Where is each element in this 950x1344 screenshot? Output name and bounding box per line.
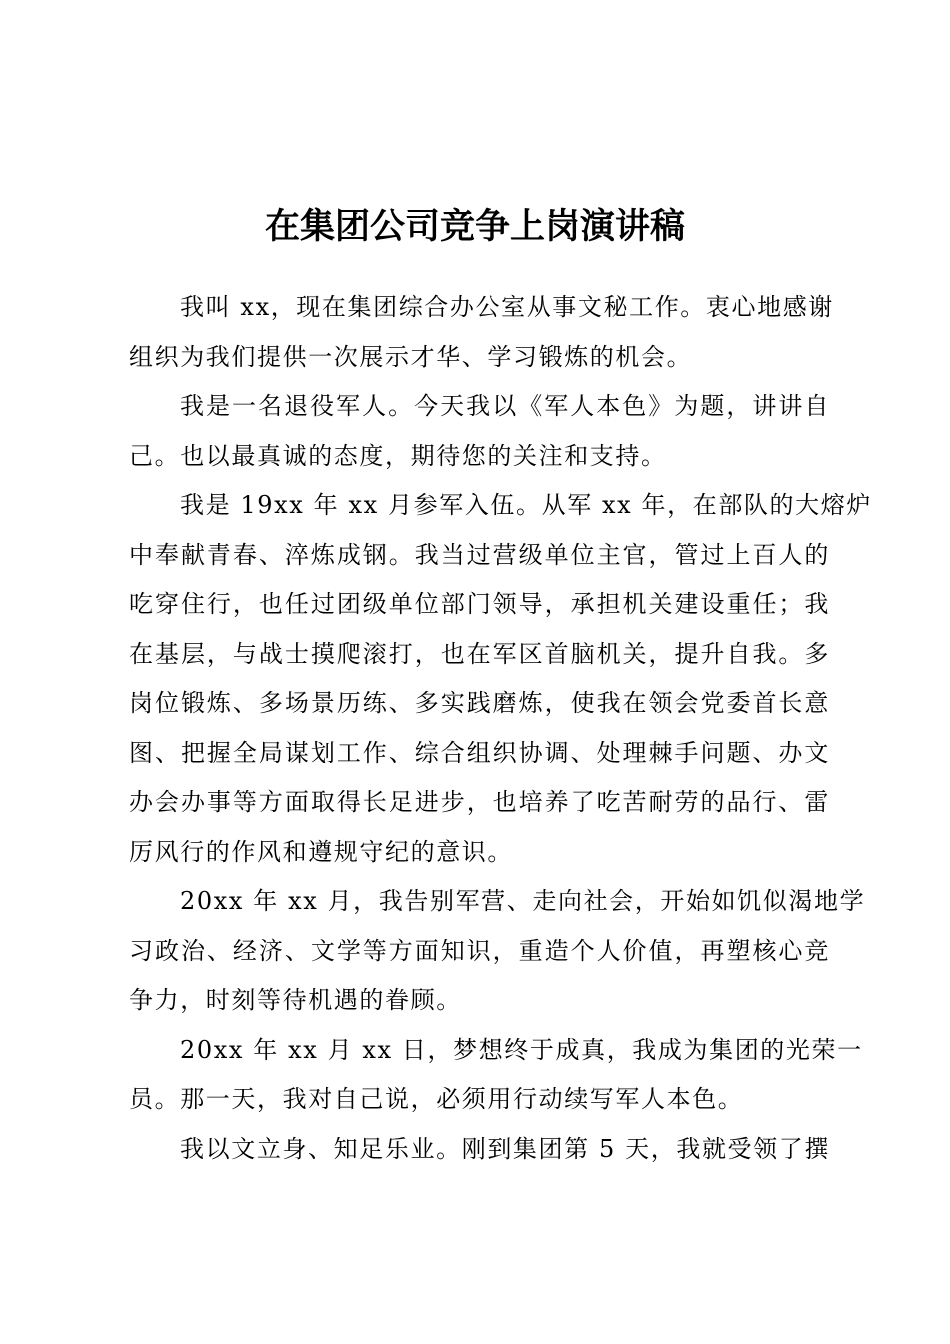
text-line: 组织为我们提供一次展示才华、学习锻炼的机会。 bbox=[129, 342, 693, 371]
text-line: 我是一名退役军人。今天我以《军人本色》为题，讲讲自 bbox=[180, 392, 830, 420]
paragraph bbox=[129, 1125, 830, 1175]
paragraph bbox=[129, 283, 834, 382]
text-line: 己。也以最真诚的态度，期待您的关注和支持。 bbox=[129, 441, 667, 470]
text-line: 岗位锻炼、多场景历练、多实践磨炼，使我在领会党委首长意 bbox=[129, 689, 830, 717]
text-line: 图、把握全局谋划工作、综合组织协调、处理棘手问题、办文 bbox=[129, 738, 830, 767]
text-line: 中奉献青春、淬炼成钢。我当过营级单位主官，管过上百人的 bbox=[129, 540, 830, 569]
paragraph bbox=[129, 481, 872, 877]
text-line: 吃穿住行，也任过团级单位部门领导，承担机关建设重任；我 bbox=[129, 590, 830, 618]
paragraph bbox=[129, 877, 866, 1026]
paragraph bbox=[129, 1026, 863, 1125]
text-line: 我以文立身、知足乐业。刚到集团第 5 天，我就受领了撰 bbox=[180, 1134, 830, 1163]
text-line: 我叫 xx，现在集团综合办公室从事文秘工作。衷心地感谢 bbox=[180, 293, 834, 321]
text-line: 厉风行的作风和遵规守纪的意识。 bbox=[129, 837, 513, 866]
document-title: 在集团公司竞争上岗演讲稿 bbox=[264, 206, 685, 247]
text-line: 我是 19xx 年 xx 月参军入伍。从军 xx 年，在部队的大熔炉 bbox=[180, 491, 872, 519]
document-body bbox=[129, 283, 872, 1174]
text-line: 习政治、经济、文学等方面知识，重造个人价值，再塑核心竞 bbox=[129, 936, 830, 965]
text-line: 员。那一天，我对自己说，必须用行动续写军人本色。 bbox=[129, 1085, 744, 1113]
text-line: 争力，时刻等待机遇的眷顾。 bbox=[129, 986, 462, 1014]
text-line: 在基层，与战士摸爬滚打，也在军区首脑机关，提升自我。多 bbox=[129, 639, 830, 668]
text-line: 办会办事等方面取得长足进步，也培养了吃苦耐劳的品行、雷 bbox=[129, 788, 830, 816]
paragraph bbox=[129, 382, 830, 481]
text-line: 20xx 年 xx 月，我告别军营、走向社会，开始如饥似渴地学 bbox=[180, 887, 866, 915]
text-line: 20xx 年 xx 月 xx 日，梦想终于成真，我成为集团的光荣一 bbox=[180, 1035, 863, 1064]
